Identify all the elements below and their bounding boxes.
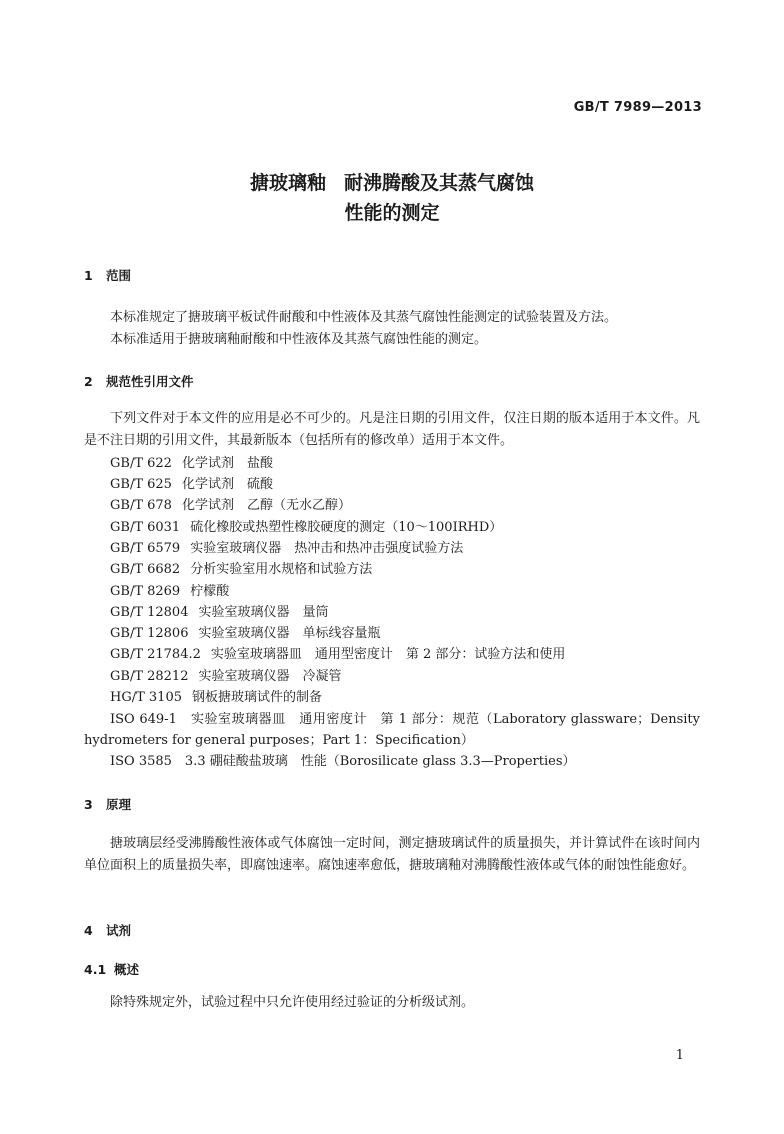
title-part1: 搪玻璃釉 bbox=[249, 172, 326, 194]
section-2-heading bbox=[84, 372, 194, 390]
reference-title: 实验室玻璃仪器 热冲击和热冲击强度试验方法 bbox=[190, 541, 464, 556]
reference-iso-3585: ISO 3585 3.3 硼硅酸盐玻璃 性能（Borosilicate glass 3.3—Properties） bbox=[110, 754, 576, 769]
reference-code: GB/T 6579 bbox=[110, 541, 181, 556]
section-1-number: 1 bbox=[84, 268, 93, 283]
reference-code: GB/T 12806 bbox=[110, 626, 189, 641]
section-3-paragraph: 搪玻璃层经受沸腾酸性液体或气体腐蚀一定时间，测定搪玻璃试件的质量损失，并计算试件在该时间内单位面积上的质量损失率，即腐蚀速率。腐蚀速率愈低，搪玻璃釉对沸腾酸性液体或气体的耐蚀性能愈好。 bbox=[84, 836, 700, 873]
reference-code: GB/T 6682 bbox=[110, 562, 181, 577]
reference-item bbox=[110, 496, 351, 516]
reference-code: HG/T 3105 bbox=[110, 690, 182, 705]
reference-title: 硫化橡胶或热塑性橡胶硬度的测定（10～100IRHD） bbox=[190, 520, 503, 535]
reference-item bbox=[110, 454, 273, 474]
reference-code: GB/T 622 bbox=[110, 456, 172, 471]
section-4-1-title: 概述 bbox=[114, 962, 140, 977]
section-4-1-heading bbox=[84, 960, 139, 978]
reference-title: 实验室玻璃仪器 量筒 bbox=[198, 605, 329, 620]
reference-iso-649: ISO 649-1 实验室玻璃器皿 通用密度计 第 1 部分：规范（Laboratory glassware；Density hydrometers for general purposes；Part 1：Specification） bbox=[84, 712, 700, 748]
reference-code: GB/T 21784.2 bbox=[110, 647, 201, 662]
reference-code: GB/T 678 bbox=[110, 498, 172, 513]
section-2-number: 2 bbox=[84, 374, 93, 389]
reference-title: 实验室玻璃器皿 通用型密度计 第 2 部分：试验方法和使用 bbox=[210, 647, 566, 662]
section-3-number: 3 bbox=[84, 797, 93, 812]
reference-title: 分析实验室用水规格和试验方法 bbox=[190, 562, 373, 577]
reference-item bbox=[110, 667, 342, 687]
title-part2: 耐沸腾酸及其蒸气腐蚀 bbox=[344, 172, 535, 194]
standard-code: GB/T 7989—2013 bbox=[573, 100, 702, 115]
reference-title: 实验室玻璃仪器 单标线容量瓶 bbox=[198, 626, 381, 641]
reference-item bbox=[110, 603, 329, 623]
section-2-title: 规范性引用文件 bbox=[106, 374, 194, 389]
document-title-line2: 性能的测定 bbox=[344, 202, 440, 224]
reference-item bbox=[110, 645, 565, 665]
reference-title: 柠檬酸 bbox=[190, 584, 230, 599]
reference-code: GB/T 28212 bbox=[110, 669, 189, 684]
reference-code: GB/T 12804 bbox=[110, 605, 189, 620]
section-1-paragraph-1: 本标准规定了搪玻璃平板试件耐酸和中性液体及其蒸气腐蚀性能测定的试验装置及方法。 bbox=[110, 310, 618, 325]
reference-item bbox=[110, 518, 502, 538]
section-3-heading bbox=[84, 795, 131, 813]
reference-title: 化学试剂 盐酸 bbox=[181, 456, 273, 471]
reference-code: GB/T 625 bbox=[110, 477, 172, 492]
reference-title: 实验室玻璃仪器 冷凝管 bbox=[198, 669, 342, 684]
reference-item bbox=[110, 560, 372, 580]
reference-item bbox=[110, 582, 229, 602]
reference-item bbox=[110, 539, 463, 559]
section-1-paragraph-2: 本标准适用于搪玻璃釉耐酸和中性液体及其蒸气腐蚀性能的测定。 bbox=[110, 332, 488, 347]
reference-title: 化学试剂 硫酸 bbox=[181, 477, 273, 492]
page-number: 1 bbox=[675, 1048, 684, 1063]
section-4-number: 4 bbox=[84, 923, 93, 938]
section-2-intro: 下列文件对于本文件的应用是必不可少的。凡是注日期的引用文件，仅注日期的版本适用于本文件。凡是不注日期的引用文件，其最新版本（包括所有的修改单）适用于本文件。 bbox=[84, 411, 700, 448]
reference-title: 化学试剂 乙醇（无水乙醇） bbox=[181, 498, 351, 513]
reference-item bbox=[110, 624, 381, 644]
document-title-line1 bbox=[0, 168, 784, 198]
reference-title: 钢板搪玻璃试件的制备 bbox=[192, 690, 323, 705]
section-1-heading bbox=[84, 266, 131, 284]
reference-item bbox=[110, 475, 273, 495]
section-4-title: 试剂 bbox=[106, 923, 132, 938]
section-1-title: 范围 bbox=[106, 268, 132, 283]
section-4-1-number: 4.1 bbox=[84, 962, 107, 977]
section-4-1-paragraph: 除特殊规定外，试验过程中只允许使用经过验证的分析级试剂。 bbox=[110, 995, 475, 1010]
section-4-heading bbox=[84, 921, 131, 939]
reference-item bbox=[110, 688, 322, 708]
section-3-title: 原理 bbox=[106, 797, 132, 812]
reference-code: GB/T 8269 bbox=[110, 584, 181, 599]
reference-code: GB/T 6031 bbox=[110, 520, 181, 535]
